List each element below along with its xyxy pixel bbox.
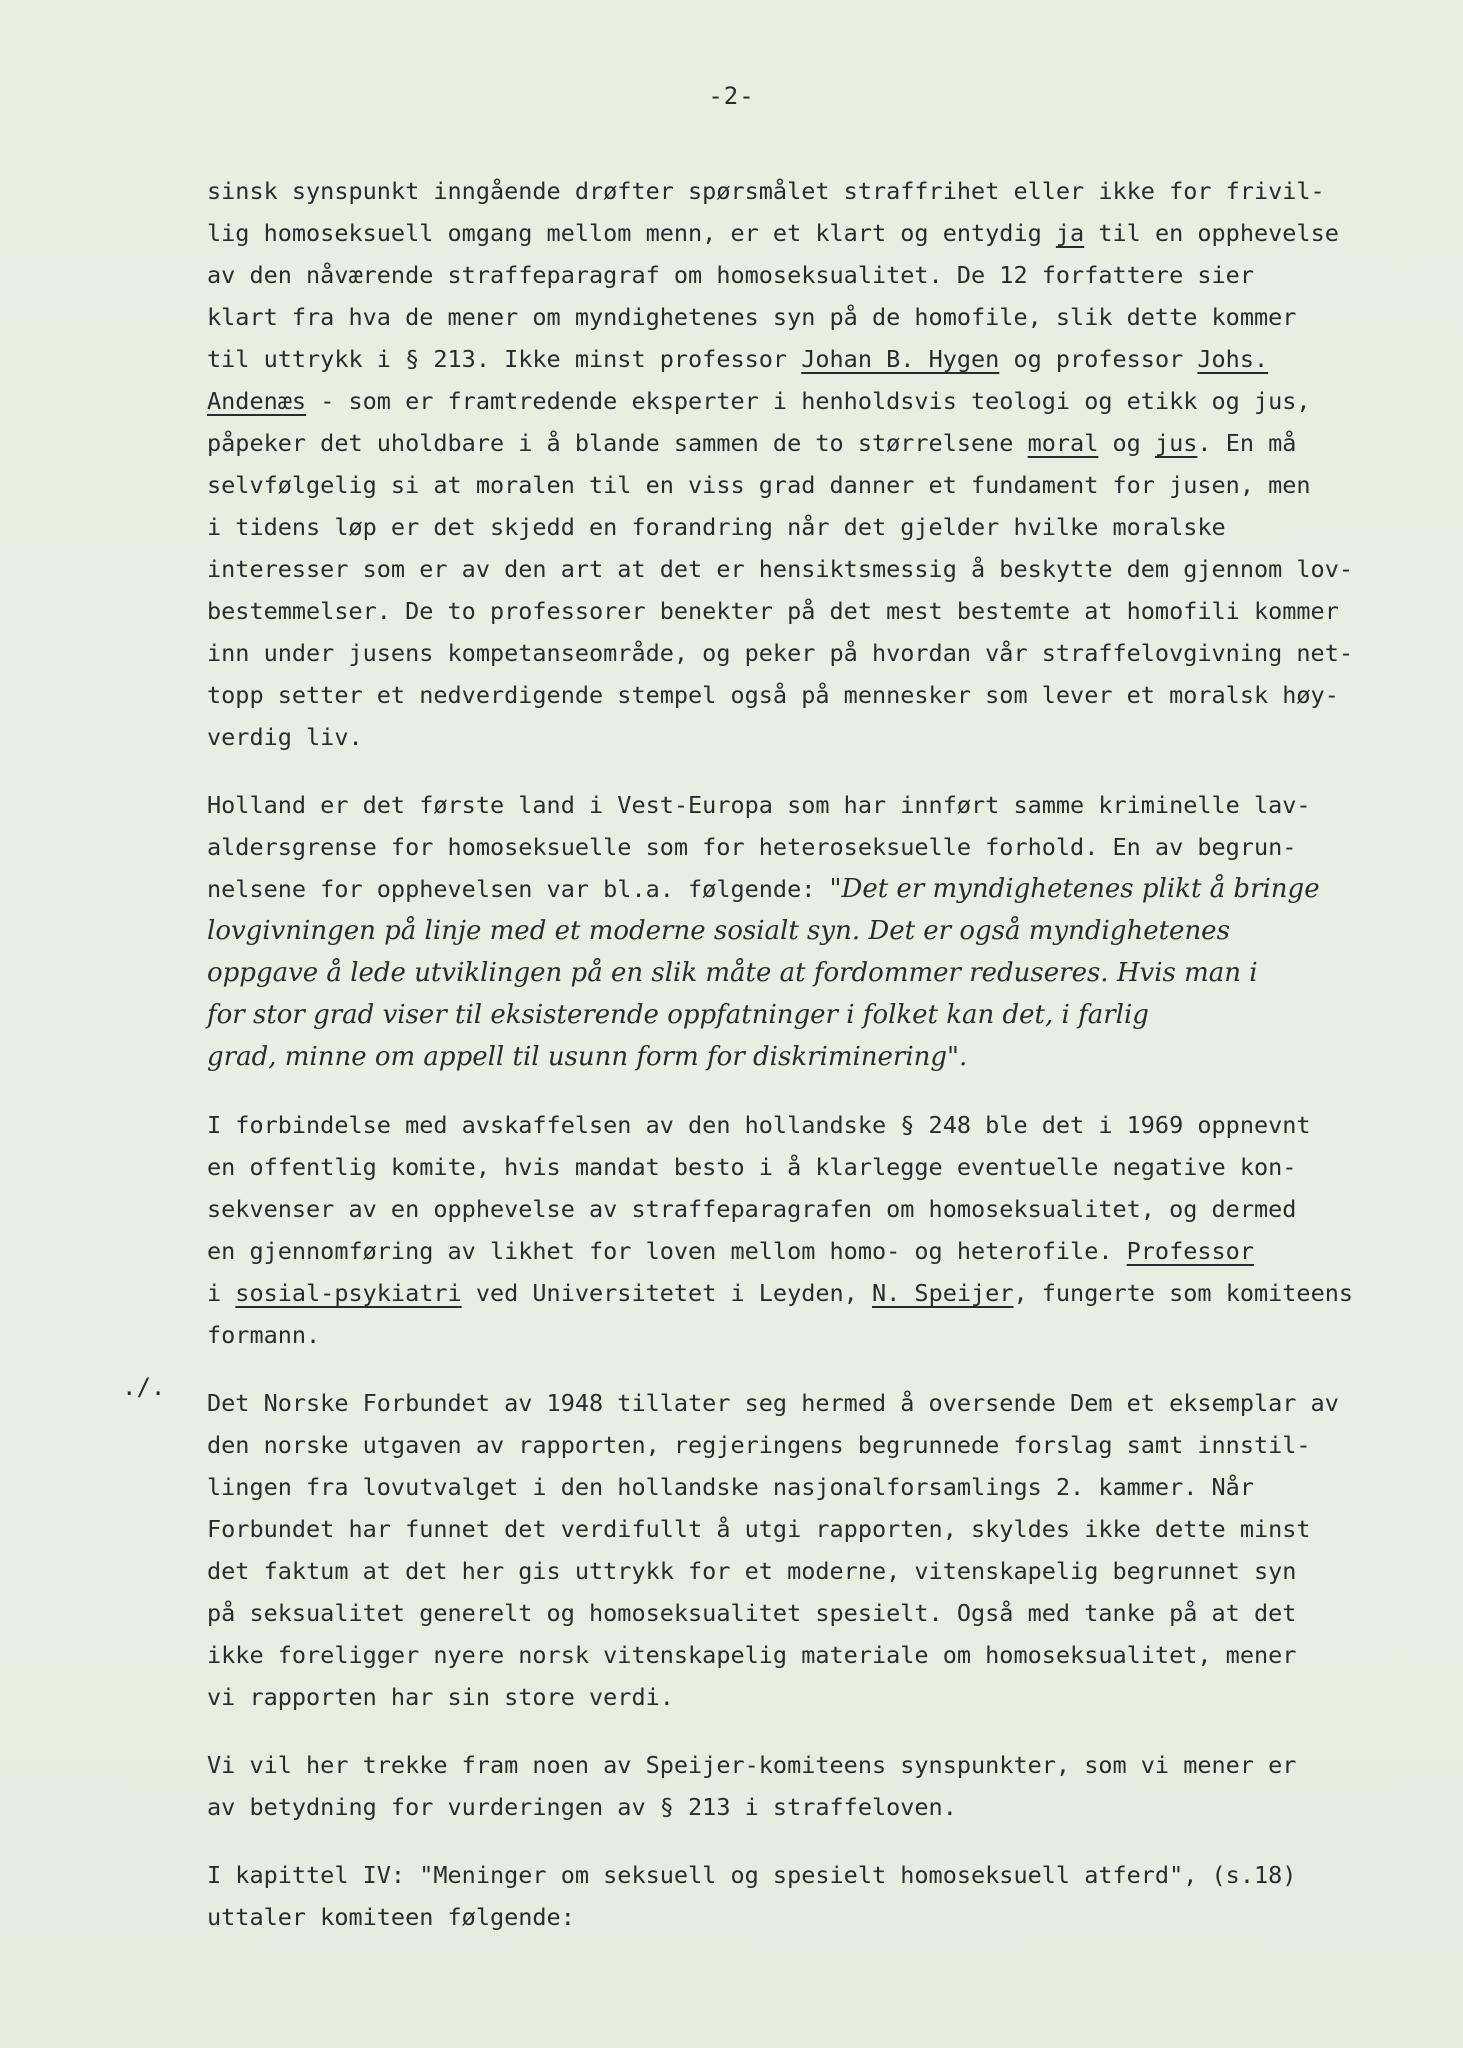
text-segment: ved Universitetet i Leyden, (461, 1279, 872, 1307)
text-line (207, 674, 1377, 716)
document-body (207, 170, 1377, 1938)
text-segment: klart fra hva de mener om myndighetenes syn på de homofile, slik dette kommer (207, 303, 1297, 331)
text-line (207, 1424, 1377, 1466)
text-segment: lingen fra lovutvalget i den hollandske nasjonalforsamlings 2. kammer. Når (207, 1473, 1254, 1501)
text-line (207, 1550, 1377, 1592)
text-segment: den norske utgaven av rapporten, regjeringens begrunnede forslag samt innstil- (207, 1431, 1311, 1459)
text-segment: formann. (207, 1321, 321, 1349)
paragraph (207, 1744, 1377, 1828)
text-segment: og professor (999, 345, 1198, 373)
text-line (207, 1314, 1377, 1356)
text-line (207, 1146, 1377, 1188)
text-line (207, 1592, 1377, 1634)
text-line (207, 1188, 1377, 1230)
text-line (207, 212, 1377, 254)
text-line (207, 338, 1377, 380)
text-segment: ikke foreligger nyere norsk vitenskapelig materiale om homoseksualitet, mener (207, 1641, 1297, 1669)
paragraph (207, 170, 1377, 758)
underlined-text: moral (1027, 429, 1099, 457)
text-segment: til en opphevelse (1084, 219, 1339, 247)
text-line (207, 1634, 1377, 1676)
text-line (207, 380, 1377, 422)
paragraph-gap (207, 1078, 1377, 1104)
quoted-italic-text: lovgivningen på linje med et moderne sosialt syn. Det er også myndighetenes (207, 916, 1230, 946)
text-segment: verdig liv. (207, 723, 363, 751)
paragraph-gap (207, 758, 1377, 784)
text-segment: , fungerte som komiteens (1013, 1279, 1354, 1307)
underlined-text: N. Speijer (871, 1279, 1014, 1307)
text-segment: aldersgrense for homoseksuelle som for heteroseksuelle forhold. En av begrun- (207, 833, 1297, 861)
text-segment: av den nåværende straffeparagraf om homoseksualitet. De 12 forfattere sier (207, 261, 1254, 289)
text-segment: nelsene for opphevelsen var bl.a. følgende: (207, 875, 830, 903)
underlined-text: ja (1055, 219, 1085, 247)
text-segment: påpeker det uholdbare i å blande sammen de to størrelsene (207, 429, 1028, 457)
text-line (207, 1036, 1377, 1078)
text-line (207, 1104, 1377, 1146)
paragraph-gap (207, 1356, 1377, 1382)
text-segment: I kapittel IV: "Meninger om seksuell og spesielt homoseksuell atferd", (s.18) (207, 1861, 1297, 1889)
text-segment: Holland er det første land i Vest-Europa som har innført samme kriminelle lav- (207, 791, 1311, 819)
text-segment: bestemmelser. De to professorer benekter på det mest bestemte at homofili kommer (207, 597, 1339, 625)
text-segment: sinsk synspunkt inngående drøfter spørsmålet straffrihet eller ikke for frivil- (207, 177, 1325, 205)
text-line (207, 1786, 1377, 1828)
page-number: -2- (708, 82, 755, 110)
paragraph (207, 1854, 1377, 1938)
paragraph (207, 1382, 1377, 1718)
underlined-text: Andenæs (207, 387, 307, 415)
quoted-italic-text: "Det er myndighetenes plikt å bringe (829, 874, 1320, 904)
text-line (207, 254, 1377, 296)
text-line (207, 506, 1377, 548)
text-line (207, 422, 1377, 464)
text-line (207, 1230, 1377, 1272)
text-line (207, 1744, 1377, 1786)
text-line (207, 826, 1377, 868)
text-segment: av betydning for vurderingen av § 213 i straffeloven. (207, 1793, 957, 1821)
underlined-text: Johan B. Hygen (801, 345, 1000, 373)
text-line (207, 296, 1377, 338)
margin-mark: ./. (122, 1373, 166, 1401)
text-line (207, 784, 1377, 826)
text-line (207, 1382, 1377, 1424)
underlined-text: sosial-psykiatri (235, 1279, 462, 1307)
text-segment: en gjennomføring av likhet for loven mellom homo- og heterofile. (207, 1237, 1127, 1265)
text-line (207, 1272, 1377, 1314)
text-line (207, 464, 1377, 506)
text-segment: sekvenser av en opphevelse av straffeparagrafen om homoseksualitet, og dermed (207, 1195, 1297, 1223)
text-line (207, 170, 1377, 212)
text-segment: uttaler komiteen følgende: (207, 1903, 575, 1931)
underlined-text: Professor (1126, 1237, 1254, 1265)
text-segment: lig homoseksuell omgang mellom menn, er et klart og entydig (207, 219, 1056, 247)
text-line (207, 868, 1377, 910)
quoted-italic-text: oppgave å lede utviklingen på en slik måte at fordommer reduseres. Hvis man i (207, 958, 1258, 988)
text-line (207, 1508, 1377, 1550)
paragraph-gap (207, 1718, 1377, 1744)
text-segment: topp setter et nedverdigende stempel også på mennesker som lever et moralsk høy- (207, 681, 1339, 709)
text-line (207, 548, 1377, 590)
paragraph (207, 784, 1377, 1078)
text-line (207, 1676, 1377, 1718)
text-segment: Det Norske Forbundet av 1948 tillater seg hermed å oversende Dem et eksemplar av (207, 1389, 1339, 1417)
quoted-italic-text: for stor grad viser til eksisterende oppfatninger i folket kan det, i farlig (207, 1000, 1149, 1030)
text-line (207, 632, 1377, 674)
text-line (207, 1854, 1377, 1896)
text-segment: det faktum at det her gis uttrykk for et moderne, vitenskapelig begrunnet syn (207, 1557, 1297, 1585)
text-line (207, 1466, 1377, 1508)
text-segment: inn under jusens kompetanseområde, og peker på hvordan vår straffelovgivning net- (207, 639, 1354, 667)
underlined-text: jus (1154, 429, 1198, 457)
paragraph-gap (207, 1828, 1377, 1854)
text-line (207, 1896, 1377, 1938)
text-line (207, 910, 1377, 952)
text-segment: . En må (1197, 429, 1297, 457)
text-line (207, 716, 1377, 758)
underlined-text: Johs. (1197, 345, 1269, 373)
text-segment: en offentlig komite, hvis mandat besto i å klarlegge eventuelle negative kon- (207, 1153, 1297, 1181)
text-segment: i (207, 1279, 236, 1307)
text-segment: på seksualitet generelt og homoseksualitet spesielt. Også med tanke på at det (207, 1599, 1297, 1627)
paragraph (207, 1104, 1377, 1356)
text-segment: til uttrykk i § 213. Ikke minst professor (207, 345, 802, 373)
text-line (207, 590, 1377, 632)
text-segment: - som er framtredende eksperter i henholdsvis teologi og etikk og jus, (306, 387, 1311, 415)
text-segment: interesser som er av den art at det er hensiktsmessig å beskytte dem gjennom lov- (207, 555, 1354, 583)
quoted-italic-text: grad, minne om appell til usunn form for diskriminering". (207, 1042, 968, 1072)
text-segment: Forbundet har funnet det verdifullt å utgi rapporten, skyldes ikke dette minst (207, 1515, 1311, 1543)
text-line (207, 994, 1377, 1036)
text-segment: i tidens løp er det skjedd en forandring når det gjelder hvilke moralske (207, 513, 1226, 541)
text-segment: I forbindelse med avskaffelsen av den hollandske § 248 ble det i 1969 oppnevnt (207, 1111, 1311, 1139)
text-segment: Vi vil her trekke fram noen av Speijer-komiteens synspunkter, som vi mener er (207, 1751, 1297, 1779)
text-line (207, 952, 1377, 994)
text-segment: og (1098, 429, 1155, 457)
text-segment: selvfølgelig si at moralen til en viss grad danner et fundament for jusen, men (207, 471, 1311, 499)
text-segment: vi rapporten har sin store verdi. (207, 1683, 674, 1711)
